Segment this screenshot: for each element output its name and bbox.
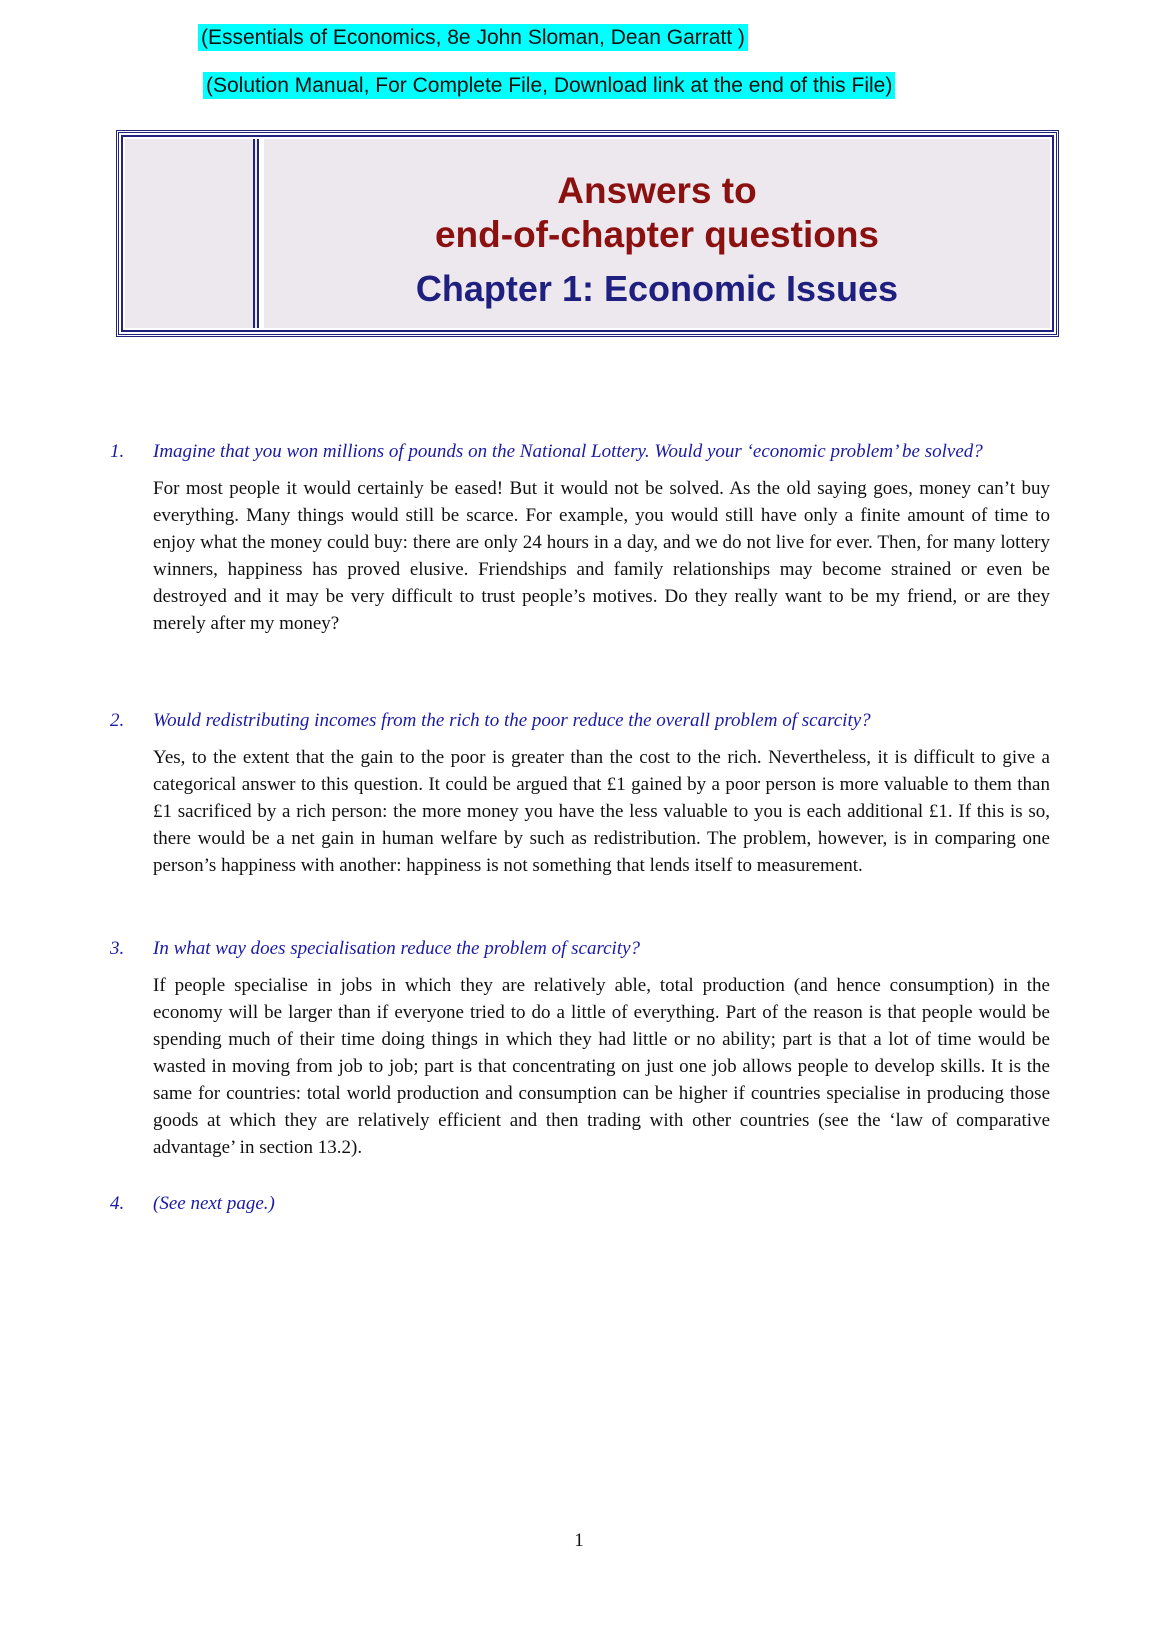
title-box-left-panel — [125, 139, 259, 328]
title-line-1: Answers to — [557, 170, 757, 211]
page-number: 1 — [574, 1530, 584, 1551]
source-citation-highlight: (Essentials of Economics, 8e John Sloman, Dean Garratt ) — [198, 24, 748, 51]
question-number: 4. — [110, 1193, 125, 1214]
question-block — [110, 438, 1050, 637]
answer-text: For most people it would certainly be eased! But it would not be solved. As the old saying goes, money can’t buy everything. Many things would still be scarce. For example, you would still have only a finite amount of time to enjoy what the money could buy: there are only 24 hours in a day, and we do not live for ever. Then, for many lottery winners, happiness has proved elusive. Friendships and family relationships may become strained or even be destroyed and it may be very difficult to trust people’s motives. Do they really want to be my friend, or are they merely after my money? — [153, 478, 1050, 634]
question-block — [110, 935, 1050, 1161]
download-notice-highlight: (Solution Manual, For Complete File, Download link at the end of this File) — [203, 72, 895, 99]
question-text: Would redistributing incomes from the rich to the poor reduce the overall problem of scarcity? — [153, 710, 871, 731]
chapter-title: Chapter 1: Economic Issues — [415, 268, 899, 309]
answer-text: If people specialise in jobs in which they are relatively able, total production (and hence consumption) in the economy will be larger than if everyone tried to do a little of everything. Part of the reason is that people would be spending much of their time doing things in which they had little or no ability; part is that a lot of time would be wasted in moving from job to job; part is that concentrating on just one job allows people to develop skills. It is the same for countries: total world production and consumption can be higher if countries specialise in producing those goods at which they are relatively efficient and then trading with other countries (see the ‘law of comparative advantage’ in section 13.2). — [153, 975, 1050, 1158]
question-block — [110, 707, 1050, 879]
question-block — [110, 1190, 1050, 1217]
question-text: Imagine that you won millions of pounds on the National Lottery. Would your ‘economic problem’ be solved? — [153, 441, 983, 462]
title-box-right-panel — [264, 139, 1050, 328]
answer-text: Yes, to the extent that the gain to the poor is greater than the cost to the rich. Nevertheless, it is difficult to give a categorical answer to this question. It could be argued that £1 gained by a poor person is more valuable to them than £1 sacrificed by a rich person: the more money you have the less valuable to you is each additional £1. If this is so, there would be a net gain in human welfare by such as redistribution. The problem, however, is in comparing one person’s happiness with another: happiness is not something that lends itself to measurement. — [153, 747, 1050, 876]
title-line-2: end-of-chapter questions — [434, 214, 880, 255]
title-box — [116, 130, 1059, 337]
question-number: 3. — [110, 938, 125, 959]
question-number: 2. — [110, 710, 125, 731]
question-text: In what way does specialisation reduce the problem of scarcity? — [153, 938, 641, 959]
question-number: 1. — [110, 441, 125, 462]
question-text: (See next page.) — [153, 1193, 275, 1214]
